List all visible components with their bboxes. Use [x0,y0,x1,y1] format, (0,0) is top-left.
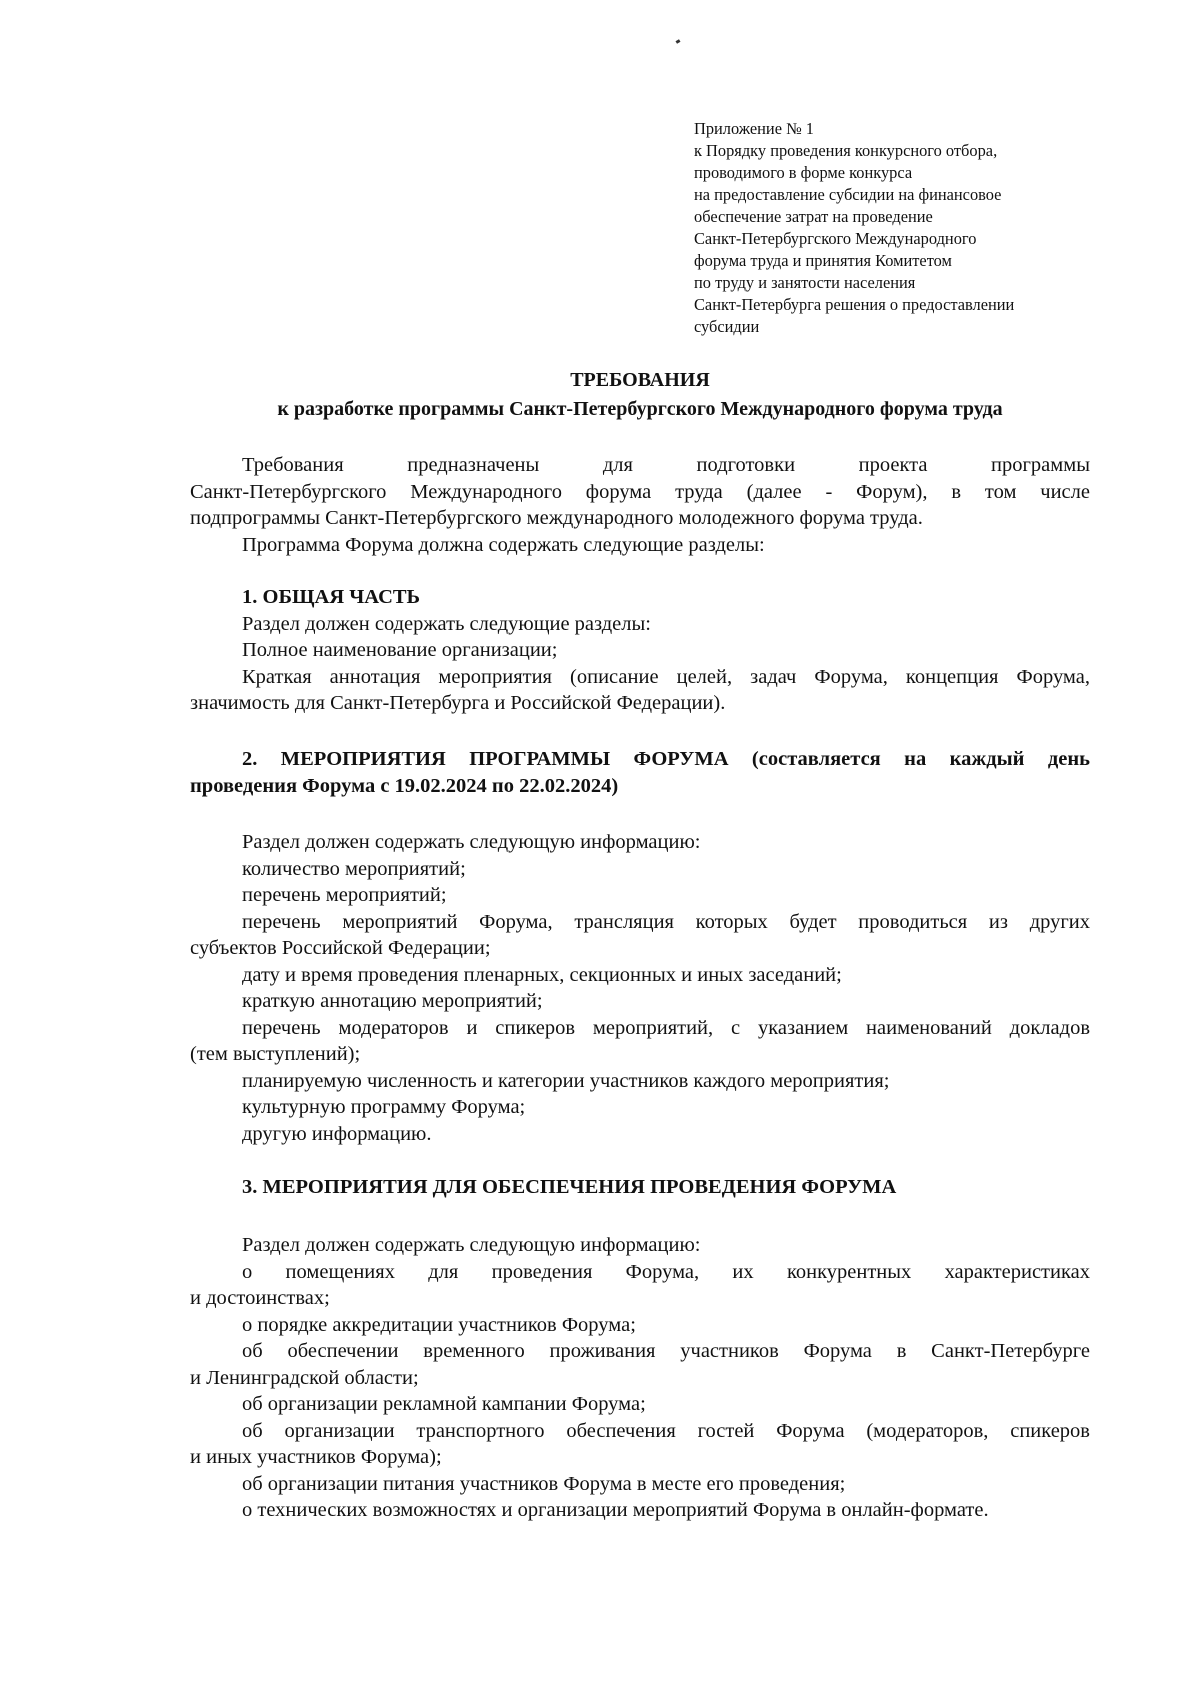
appendix-line: проводимого в форме конкурса [694,163,913,182]
intro-line: Санкт-Петербургского Международного форума труда (далее - Форум), в том числе [190,480,1090,503]
list-item: дату и время проведения пленарных, секционных и иных заседаний; [242,963,842,986]
appendix-line: на предоставление субсидии на финансовое [694,185,1002,204]
section-line: значимость для Санкт-Петербурга и Российской Федерации). [190,692,726,714]
document-title-block [190,366,1090,424]
appendix-note [694,118,1114,338]
list-item: количество мероприятий; [242,857,466,880]
appendix-line: субсидии [694,317,760,336]
list-item: и иных участников Форума); [190,1446,442,1468]
list-item: о порядке аккредитации участников Форума; [242,1313,636,1336]
appendix-line: форума труда и принятия Комитетом [694,251,952,270]
scan-mark [676,39,681,44]
section-1 [190,584,1090,717]
list-item: об обеспечении временного проживания участников Форума в Санкт-Петербурге [242,1340,1090,1362]
list-item: перечень мероприятий Форума, трансляция которых будет проводиться из других [242,910,1090,933]
section-heading: 3. МЕРОПРИЯТИЯ ДЛЯ ОБЕСПЕЧЕНИЯ ПРОВЕДЕНИЯ ФОРУМА [242,1176,897,1198]
list-item: об организации транспортного обеспечения гостей Форума (модераторов, спикеров [242,1419,1090,1442]
section-line: Раздел должен содержать следующую информацию: [242,831,701,853]
intro-line: подпрограммы Санкт-Петербургского международного молодежного форума труда. [190,507,923,529]
appendix-line: обеспечение затрат на проведение [694,207,933,226]
section-line: Краткая аннотация мероприятия (описание целей, задач Форума, концепция Форума, [242,665,1090,688]
section-2-heading-block [190,746,1090,799]
intro-line: Программа Форума должна содержать следующие разделы: [242,533,765,556]
list-item: субъектов Российской Федерации; [190,937,491,959]
section-line: Полное наименование организации; [242,639,558,661]
list-item: об организации питания участников Форума в месте его проведения; [242,1472,846,1495]
list-item: другую информацию. [242,1122,432,1145]
list-item: культурную программу Форума; [242,1096,526,1118]
section-2 [190,829,1090,1147]
list-item: о помещениях для проведения Форума, их конкурентных характеристиках [242,1260,1090,1283]
appendix-line: к Порядку проведения конкурсного отбора, [694,141,998,160]
list-item: о технических возможностях и организации мероприятий Форума в онлайн-формате. [242,1499,989,1521]
appendix-line: по труду и занятости населения [694,273,916,292]
list-item: перечень модераторов и спикеров мероприятий, с указанием наименований докладов [242,1016,1090,1039]
document-title: ТРЕБОВАНИЯ [570,369,710,391]
section-line: Раздел должен содержать следующую информацию: [242,1234,701,1256]
section-3-heading-block [190,1174,1090,1201]
appendix-line: Санкт-Петербургского Международного [694,229,977,248]
appendix-line: Приложение № 1 [694,119,815,138]
appendix-line: Санкт-Петербурга решения о предоставлении [694,295,1015,314]
section-heading: 1. ОБЩАЯ ЧАСТЬ [242,586,421,608]
list-item: и достоинствах; [190,1287,330,1309]
list-item: перечень мероприятий; [242,884,447,906]
section-line: Раздел должен содержать следующие разделы: [242,612,651,635]
list-item: об организации рекламной кампании Форума; [242,1393,646,1415]
list-item: (тем выступлений); [190,1043,361,1065]
intro-line: Требования предназначены для подготовки проекта программы [242,454,1090,476]
list-item: планируемую численность и категории участников каждого мероприятия; [242,1069,890,1092]
list-item: краткую аннотацию мероприятий; [242,990,543,1012]
section-heading: проведения Форума с 19.02.2024 по 22.02.2024) [190,774,619,797]
section-heading: 2. МЕРОПРИЯТИЯ ПРОГРАММЫ ФОРУМА (составляется на каждый день [242,748,1090,770]
section-3 [190,1232,1090,1524]
intro-paragraph [190,452,1090,558]
document-subtitle: к разработке программы Санкт-Петербургского Международного форума труда [277,398,1003,420]
list-item: и Ленинградской области; [190,1366,419,1389]
